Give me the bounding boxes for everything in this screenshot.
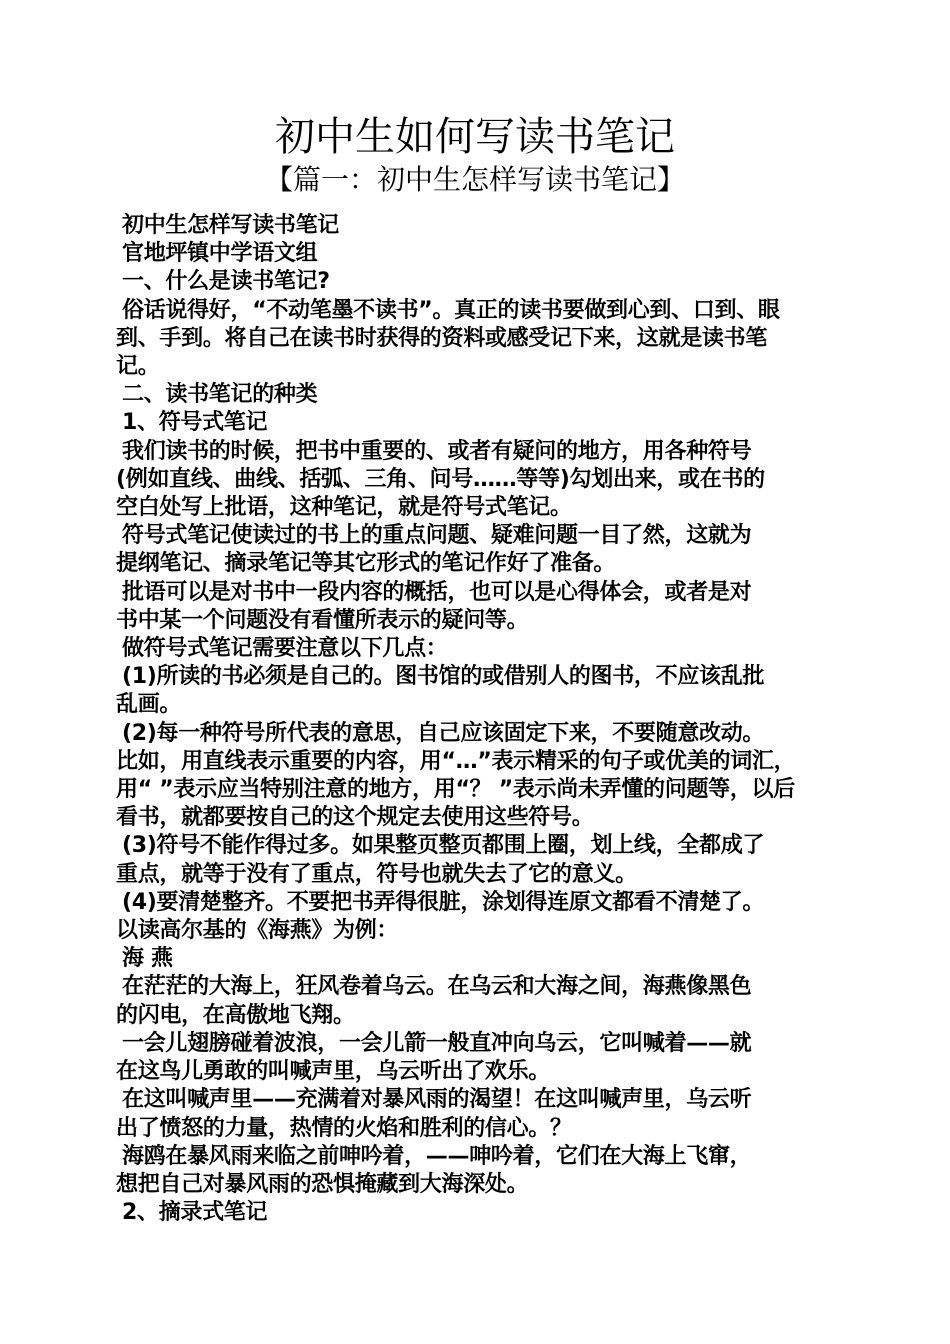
- text-line: 到、手到。将自己在读书时获得的资料或感受记下来，这就是读书笔: [116, 325, 768, 351]
- text-line: 俗话说得好，“不动笔墨不读书”。真正的读书要做到心到、口到、眼: [122, 297, 780, 323]
- text-line: 提纲笔记、摘录笔记等其它形式的笔记作好了准备。: [116, 551, 616, 577]
- text-line: 在这鸟儿勇敢的叫喊声里，乌云听出了欢乐。: [116, 1059, 551, 1085]
- text-line: 比如，用直线表示重要的内容，用“…”表示精采的句子或优美的词汇，: [116, 748, 796, 774]
- text-line: 一会儿翅膀碰着波浪，一会儿箭一般直冲向乌云，它叫喊着——就: [122, 1030, 752, 1056]
- text-line: 二、读书笔记的种类: [122, 382, 318, 408]
- text-line: (例如直线、曲线、括弧、三角、问号……等等)勾划出来，或在书的: [116, 466, 765, 492]
- text-line: 海 燕: [122, 946, 173, 972]
- text-line: 记。: [116, 354, 160, 380]
- text-line: 书中某一个问题没有看懂所表示的疑问等。: [116, 607, 529, 633]
- text-line: 海鸥在暴风雨来临之前呻吟着，——呻吟着，它们在大海上飞窜，: [122, 1143, 752, 1169]
- text-line: (3)符号不能作得过多。如果整页整页都围上圈，划上线，全都成了: [122, 833, 765, 859]
- text-line: 符号式笔记使读过的书上的重点问题、疑难问题一目了然，这就为: [122, 523, 752, 549]
- page-title: 初中生如何写读书笔记: [275, 114, 675, 160]
- text-line: 以读高尔基的《海燕》为例：: [116, 918, 399, 944]
- text-line: 做符号式笔记需要注意以下几点：: [122, 636, 448, 662]
- text-line: 用“ ”表示应当特别注意的地方，用“？ ”表示尚未弄懂的问题等，以后: [116, 777, 795, 803]
- text-line: 的闪电，在高傲地飞翔。: [116, 1002, 355, 1028]
- text-line: (4)要清楚整齐。不要把书弄得很脏，涂划得连原文都看不清楚了。: [122, 889, 765, 915]
- text-line: 看书，就都要按自己的这个规定去使用这些符号。: [116, 805, 594, 831]
- text-line: 想把自己对暴风雨的恐惧掩藏到大海深处。: [116, 1171, 529, 1197]
- text-line: 官地坪镇中学语文组: [122, 241, 318, 267]
- text-line: 重点，就等于没有了重点，符号也就失去了它的意义。: [116, 861, 637, 887]
- text-line: 批语可以是对书中一段内容的概括，也可以是心得体会，或者是对: [122, 579, 752, 605]
- text-line: 在这叫喊声里——充满着对暴风雨的渴望！在这叫喊声里，乌云听: [122, 1087, 752, 1113]
- text-line: 在茫茫的大海上，狂风卷着乌云。在乌云和大海之间，海燕像黑色: [122, 974, 752, 1000]
- text-line: 初中生怎样写读书笔记: [122, 213, 340, 238]
- text-line: 一、什么是读书笔记?: [122, 269, 330, 295]
- text-line: 1、符号式笔记: [122, 410, 268, 436]
- text-line: 空白处写上批语，这种笔记，就是符号式笔记。: [116, 495, 572, 521]
- text-line: 我们读书的时候，把书中重要的、或者有疑问的地方，用各种符号: [122, 438, 752, 464]
- page-subtitle: 【篇一：初中生怎样写读书笔记】: [264, 163, 685, 196]
- text-line: (2)每一种符号所代表的意思，自己应该固定下来，不要随意改动。: [122, 720, 765, 746]
- document-body: [116, 212, 840, 1227]
- text-line: 2、摘录式笔记: [122, 1200, 268, 1226]
- text-line: 乱画。: [116, 692, 182, 718]
- text-line: 出了愤怒的力量，热情的火焰和胜利的信心。？: [116, 1115, 572, 1141]
- text-line: (1)所读的书必须是自己的。图书馆的或借别人的图书，不应该乱批: [122, 664, 765, 690]
